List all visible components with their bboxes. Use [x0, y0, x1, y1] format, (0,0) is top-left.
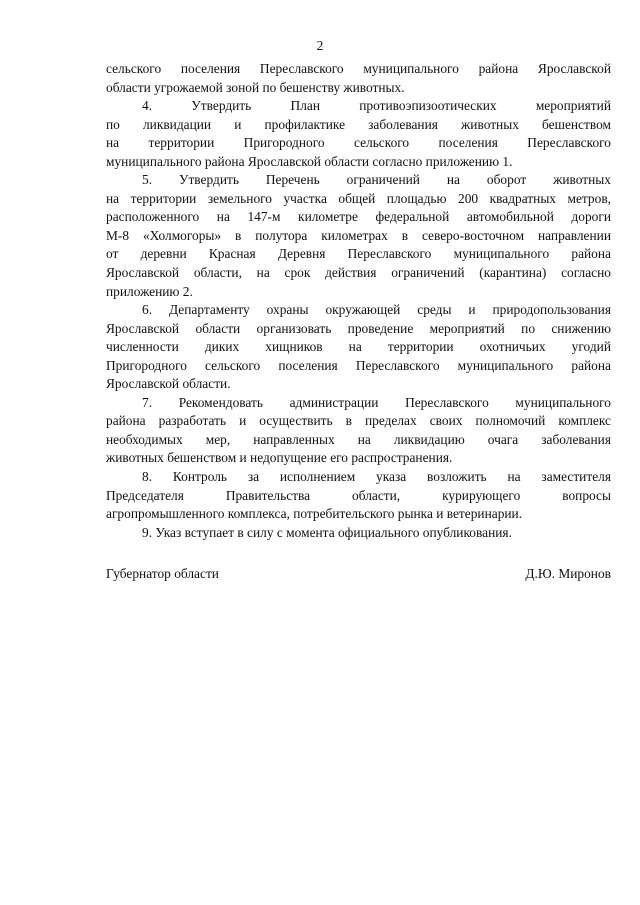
text-line: М-8 «Холмогоры» в полутора километрах в северо-восточном направлении: [106, 227, 611, 243]
signatory-name: Д.Ю. Миронов: [525, 566, 611, 581]
page-number: 2: [316, 38, 324, 53]
text-line: муниципального района Ярославской области согласно приложению 1.: [106, 153, 513, 169]
text-line: Ярославской области, на срок действия ограничений (карантина) согласно: [106, 265, 611, 281]
text-line: Председателя Правительства области, курирующего вопросы: [106, 487, 611, 503]
paragraph-item-4: [106, 97, 611, 171]
text-line: 9. Указ вступает в силу с момента официального опубликования.: [142, 524, 512, 540]
text-line: приложению 2.: [106, 283, 193, 299]
text-line: от деревни Красная Деревня Переславского муниципального района: [106, 246, 611, 262]
signatory-title: Губернатор области: [106, 566, 219, 581]
paragraph-item-9: [106, 524, 611, 543]
text-line: по ликвидации и профилактике заболевания животных бешенством: [106, 116, 611, 132]
text-line: расположенного на 147-м километре федеральной автомобильной дороги: [106, 209, 611, 225]
paragraph-item-5: [106, 171, 611, 301]
text-line: животных бешенством и недопущение его распространения.: [106, 450, 453, 466]
text-line: 5. Утвердить Перечень ограничений на оборот животных: [142, 172, 611, 188]
text-line: 6. Департаменту охраны окружающей среды и природопользования: [142, 302, 611, 318]
text-line: района разработать и осуществить в пределах своих полномочий комплекс: [106, 413, 611, 429]
text-line: сельского поселения Переславского муниципального района Ярославской: [106, 61, 611, 76]
paragraph-item-7: [106, 394, 611, 468]
text-line: 8. Контроль за исполнением указа возложить на заместителя: [142, 469, 611, 485]
signature-block: [106, 564, 611, 583]
text-line: 4. Утвердить План противоэпизоотических мероприятий: [142, 98, 611, 114]
text-line: на территории земельного участка общей площадью 200 квадратных метров,: [106, 190, 611, 206]
text-line: численности диких хищников на территории охотничьих угодий: [106, 339, 611, 355]
text-line: области угрожаемой зоной по бешенству животных.: [106, 79, 405, 95]
paragraph-item-6: [106, 301, 611, 394]
text-line: Пригородного сельского поселения Переславского муниципального района: [106, 357, 611, 373]
decree-body: [106, 60, 611, 542]
text-line: необходимых мер, направленных на ликвидацию очага заболевания: [106, 431, 611, 447]
text-line: 7. Рекомендовать администрации Переславского муниципального: [142, 394, 611, 410]
paragraph-continuation: [106, 60, 611, 97]
text-line: агропромышленного комплекса, потребительского рынка и ветеринарии.: [106, 506, 523, 522]
paragraph-item-8: [106, 468, 611, 524]
text-line: на территории Пригородного сельского поселения Переславского: [106, 135, 611, 151]
text-line: Ярославской области организовать проведение мероприятий по снижению: [106, 320, 611, 336]
text-line: Ярославской области.: [106, 376, 231, 392]
